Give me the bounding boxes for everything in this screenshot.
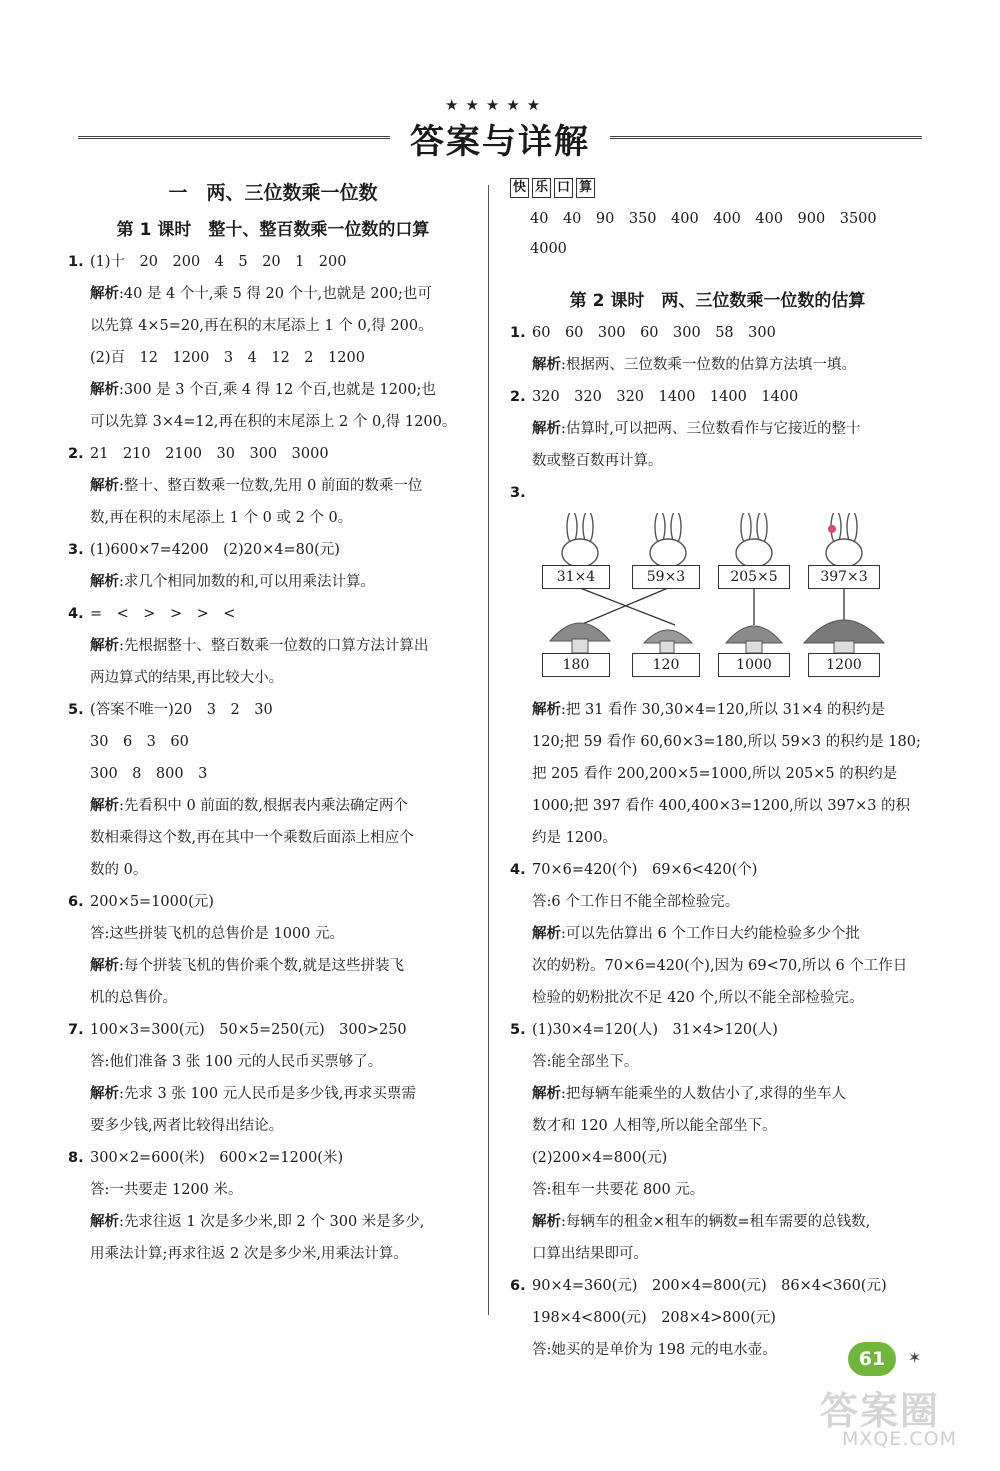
answer-line <box>510 1302 925 1334</box>
analysis-label: 解析 <box>90 1086 119 1102</box>
answer-line <box>68 758 478 790</box>
answer-text: :40 是 4 个十,乘 5 得 20 个十,也就是 200;也可 <box>119 286 432 302</box>
analysis-label: 解析 <box>532 702 561 718</box>
answer-text: 把 205 看作 200,200×5=1000,所以 205×5 的积约是 <box>532 766 898 782</box>
answer-text: :先根据整十、整百数乘一位数的口算方法计算出 <box>119 638 429 654</box>
matching-figure <box>532 513 932 688</box>
answer-text: 答:能全部坐下。 <box>532 1054 639 1070</box>
question-number: 5. <box>510 1022 526 1038</box>
answer-text: 两边算式的结果,再比较大小。 <box>90 670 284 686</box>
answer-line <box>510 982 925 1014</box>
mushroom-value-box: 180 <box>542 653 610 677</box>
answer-line <box>68 854 478 886</box>
answer-line <box>68 406 478 438</box>
question-number: 8. <box>68 1150 84 1166</box>
answer-text: (1)十 20 200 4 5 20 1 200 <box>90 254 347 270</box>
analysis-label: 解析 <box>90 382 119 398</box>
right-answer-list-a <box>510 317 925 477</box>
answer-text: 320 320 320 1400 1400 1400 <box>532 389 799 405</box>
answer-line <box>510 317 925 349</box>
unit-title: 一 两、三位数乘一位数 <box>168 182 378 204</box>
answer-line <box>68 534 478 566</box>
answer-text: (1)600×7=4200 (2)20×4=80(元) <box>90 542 340 558</box>
answer-text: 答:6 个工作日不能全部检验完。 <box>532 894 740 910</box>
analysis-label: 解析 <box>532 1214 561 1230</box>
answer-line <box>510 1110 925 1142</box>
answer-line <box>68 790 478 822</box>
rabbit-expression-box: 397×3 <box>808 565 880 589</box>
answer-text: 检验的奶粉批次不足 420 个,所以不能全部检验完。 <box>532 990 864 1006</box>
answer-line <box>68 822 478 854</box>
answer-text: 100×3=300(元) 50×5=250(元) 300>250 <box>90 1022 407 1038</box>
answer-line <box>510 1142 925 1174</box>
watermark-logo: 答案圈 <box>820 1389 941 1433</box>
question-number: 1. <box>68 254 84 270</box>
answer-text: = < > > > < <box>90 606 236 622</box>
answer-text: 198×4<800(元) 208×4>800(元) <box>532 1310 776 1326</box>
answer-line <box>68 726 478 758</box>
answer-line <box>68 502 478 534</box>
kuaile-kousuan-label <box>510 178 925 198</box>
answer-line <box>510 1046 925 1078</box>
answer-text: 答:他们准备 3 张 100 元的人民币买票够了。 <box>90 1054 383 1070</box>
page-title: 答案与详解 <box>410 122 590 162</box>
answer-text: 数才和 120 人相等,所以能全部坐下。 <box>532 1118 777 1134</box>
answer-text: 以先算 4×5=20,再在积的末尾添上 1 个 0,得 200。 <box>90 318 433 334</box>
kuaile-char: 口 <box>554 178 573 198</box>
answer-line <box>68 630 478 662</box>
analysis-label: 解析 <box>532 1086 561 1102</box>
answer-text: 60 60 300 60 300 58 300 <box>532 325 776 341</box>
answer-text: 300×2=600(米) 600×2=1200(米) <box>90 1150 344 1166</box>
left-column <box>68 178 478 1270</box>
analysis-label: 解析 <box>532 421 561 437</box>
answer-line <box>68 278 478 310</box>
answer-line <box>510 790 925 822</box>
answer-line <box>68 342 478 374</box>
analysis-label: 解析 <box>90 478 119 494</box>
answer-line <box>510 918 925 950</box>
answer-line <box>68 982 478 1014</box>
kuaile-char: 算 <box>576 178 595 198</box>
answer-line <box>510 1270 925 1302</box>
title-rule-right <box>610 136 922 139</box>
answer-text: 答:这些拼装飞机的总售价是 1000 元。 <box>90 926 345 942</box>
mushroom-value-box: 1000 <box>718 653 790 677</box>
answer-line <box>510 349 925 381</box>
answer-line <box>68 470 478 502</box>
answer-line <box>510 726 925 758</box>
page-number: 61 <box>848 1342 896 1376</box>
answer-text: :整十、整百数乘一位数,先用 0 前面的数乘一位 <box>119 478 423 494</box>
answer-line <box>68 1174 478 1206</box>
kuaile-values: 40 40 90 350 400 400 400 900 3500 4000 <box>530 211 892 257</box>
answer-line <box>68 1110 478 1142</box>
answer-text: 要多少钱,两者比较得出结论。 <box>90 1118 284 1134</box>
answer-text: 300 8 800 3 <box>90 766 208 782</box>
answer-text: :300 是 3 个百,乘 4 得 12 个百,也就是 1200;也 <box>119 382 436 398</box>
title-rule-left <box>78 136 390 139</box>
question-number: 2. <box>68 446 84 462</box>
analysis-label: 解析 <box>532 926 561 942</box>
answer-text: 70×6=420(个) 69×6<420(个) <box>532 862 758 878</box>
question-number: 3. <box>510 485 526 501</box>
answer-text: 答:租车一共要花 800 元。 <box>532 1182 705 1198</box>
rabbit-expression-box: 59×3 <box>632 565 700 589</box>
answer-text: :求几个相同加数的和,可以用乘法计算。 <box>119 574 375 590</box>
answer-text: 120;把 59 看作 60,60×3=180,所以 59×3 的积约是 180; <box>532 734 921 750</box>
analysis-label: 解析 <box>90 574 119 590</box>
answer-line <box>510 413 925 445</box>
answer-line <box>68 1014 478 1046</box>
answer-line <box>510 1014 925 1046</box>
answer-text: 数,再在积的末尾添上 1 个 0 或 2 个 0。 <box>90 510 353 526</box>
answer-line <box>510 694 925 726</box>
answer-text: 30 6 3 60 <box>90 734 189 750</box>
answer-text: (答案不唯一)20 3 2 30 <box>90 702 273 718</box>
rabbit-expression-box: 31×4 <box>542 565 610 589</box>
answer-line <box>68 1078 478 1110</box>
question-number: 4. <box>68 606 84 622</box>
answer-text: :把 31 看作 30,30×4=120,所以 31×4 的积约是 <box>561 702 886 718</box>
answer-line <box>68 694 478 726</box>
answer-line <box>68 1238 478 1270</box>
answer-text: :估算时,可以把两、三位数看作与它接近的整十 <box>561 421 861 437</box>
answer-line <box>68 662 478 694</box>
answer-line <box>68 886 478 918</box>
answer-text: 答:一共要走 1200 米。 <box>90 1182 243 1198</box>
kuaile-char: 快 <box>510 178 529 198</box>
answer-line <box>68 246 478 278</box>
answer-text: :把每辆车能乘坐的人数估小了,求得的坐车人 <box>561 1086 846 1102</box>
answer-text: 21 210 2100 30 300 3000 <box>90 446 329 462</box>
question-number: 1. <box>510 325 526 341</box>
answer-text: 机的总售价。 <box>90 990 177 1006</box>
answer-line <box>68 566 478 598</box>
answer-text: (1)30×4=120(人) 31×4>120(人) <box>532 1022 778 1038</box>
question-number: 3. <box>68 542 84 558</box>
answer-text: 90×4=360(元) 200×4=800(元) 86×4<360(元) <box>532 1278 887 1294</box>
answer-line <box>68 310 478 342</box>
answer-line <box>510 445 925 477</box>
answer-line <box>68 1206 478 1238</box>
answer-line <box>510 1078 925 1110</box>
question-3 <box>510 477 925 509</box>
answer-text: 约是 1200。 <box>532 830 618 846</box>
mushroom-value-box: 1200 <box>808 653 880 677</box>
question-number: 2. <box>510 389 526 405</box>
answer-line <box>510 822 925 854</box>
question-number: 4. <box>510 862 526 878</box>
answer-text: 数或整百数再计算。 <box>532 453 663 469</box>
star-icon: ✶ <box>908 1348 922 1367</box>
analysis-label: 解析 <box>532 357 561 373</box>
answer-text: 数相乘得这个数,再在其中一个乘数后面添上相应个 <box>90 830 414 846</box>
rabbit-expression-box: 205×5 <box>718 565 790 589</box>
stars-decoration: ★★★★★ <box>445 96 548 114</box>
watermark-url: MXQE.COM <box>842 1428 958 1450</box>
analysis-label: 解析 <box>90 286 119 302</box>
answer-line <box>510 950 925 982</box>
answer-line <box>68 1046 478 1078</box>
question-number: 7. <box>68 1022 84 1038</box>
right-column <box>510 178 925 1366</box>
mushroom-value-box: 120 <box>632 653 700 677</box>
answer-text: (2)百 12 1200 3 4 12 2 1200 <box>90 350 365 366</box>
answer-line <box>68 950 478 982</box>
answer-text: :先求 3 张 100 元人民币是多少钱,再求买票需 <box>119 1086 416 1102</box>
answer-text: 口算出结果即可。 <box>532 1246 648 1262</box>
analysis-label: 解析 <box>90 638 119 654</box>
answer-text: 200×5=1000(元) <box>90 894 214 910</box>
answer-text: :根据两、三位数乘一位数的估算方法填一填。 <box>561 357 856 373</box>
lesson-1-title: 第 1 课时 整十、整百数乘一位数的口算 <box>116 220 430 240</box>
answer-text: :每辆车的租金×租车的辆数=租车需要的总钱数, <box>561 1214 871 1230</box>
answer-line <box>510 854 925 886</box>
page-header <box>0 96 1000 166</box>
answer-line <box>510 758 925 790</box>
left-answer-list <box>68 246 478 1270</box>
answer-text: 用乘法计算;再求往返 2 次是多少米,用乘法计算。 <box>90 1246 408 1262</box>
answer-line <box>68 918 478 950</box>
answer-line <box>510 381 925 413</box>
answer-line <box>510 1238 925 1270</box>
right-answer-list-b <box>510 694 925 1366</box>
answer-line <box>510 1206 925 1238</box>
question-number: 6. <box>68 894 84 910</box>
answer-text: :先看积中 0 前面的数,根据表内乘法确定两个 <box>119 798 408 814</box>
question-number: 6. <box>510 1278 526 1294</box>
answer-line <box>68 1142 478 1174</box>
analysis-label: 解析 <box>90 958 119 974</box>
answer-line <box>510 886 925 918</box>
column-divider <box>488 185 489 1315</box>
answer-text: 次的奶粉。70×6=420(个),因为 69<70,所以 6 个工作日 <box>532 958 908 974</box>
analysis-label: 解析 <box>90 798 119 814</box>
kuaile-char: 乐 <box>532 178 551 198</box>
answer-line <box>68 438 478 470</box>
answer-text: :先求往返 1 次是多少米,即 2 个 300 米是多少, <box>119 1214 425 1230</box>
lesson-2-title: 第 2 课时 两、三位数乘一位数的估算 <box>569 291 866 311</box>
answer-text: :每个拼装飞机的售价乘个数,就是这些拼装飞 <box>119 958 404 974</box>
analysis-label: 解析 <box>90 1214 119 1230</box>
answer-text: 数的 0。 <box>90 862 148 878</box>
answer-text: (2)200×4=800(元) <box>532 1150 668 1166</box>
answer-text: 1000;把 397 看作 400,400×3=1200,所以 397×3 的积 <box>532 798 911 814</box>
answer-text: 可以先算 3×4=12,再在积的末尾添上 2 个 0,得 1200。 <box>90 414 457 430</box>
answer-text: 答:她买的是单价为 198 元的电水壶。 <box>532 1342 777 1358</box>
question-number: 5. <box>68 702 84 718</box>
answer-line <box>68 598 478 630</box>
answer-line <box>68 374 478 406</box>
answer-line <box>510 1174 925 1206</box>
answer-text: :可以先估算出 6 个工作日大约能检验多少个批 <box>561 926 860 942</box>
